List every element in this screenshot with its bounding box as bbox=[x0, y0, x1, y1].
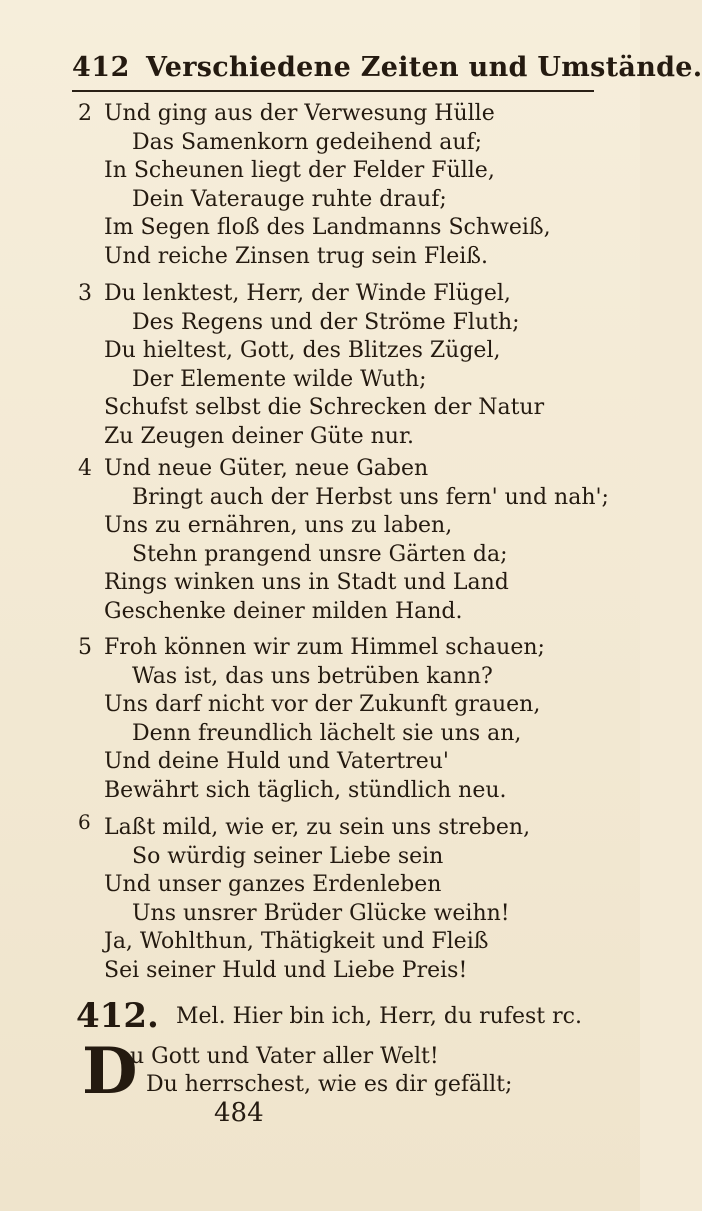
verse-text: So würdig seiner Liebe sein bbox=[132, 843, 444, 869]
verse-line bbox=[72, 423, 602, 452]
verse-line bbox=[72, 843, 602, 872]
stanza-3 bbox=[72, 280, 602, 451]
verse-text: Bringt auch der Herbst uns fern' und nah'; bbox=[132, 484, 609, 510]
stanza-number: 6 bbox=[78, 810, 91, 834]
verse-text: In Scheunen liegt der Felder Fülle, bbox=[104, 158, 495, 183]
hymn-first-line: u Gott und Vater aller Welt! bbox=[130, 1044, 439, 1069]
verse-text: Dein Vaterauge ruhte drauf; bbox=[132, 186, 447, 212]
stanza-2 bbox=[72, 100, 602, 271]
verse-text: Schufst selbst die Schrecken der Natur bbox=[104, 395, 545, 420]
hymn-number: 412. bbox=[76, 996, 159, 1036]
verse-text: Denn freundlich lächelt sie uns an, bbox=[132, 720, 522, 746]
verse-line bbox=[72, 777, 602, 806]
verse-line bbox=[72, 484, 609, 513]
running-title: Verschiedene Zeiten und Umstände. bbox=[146, 52, 702, 83]
verse-line bbox=[72, 871, 602, 900]
verse-line bbox=[72, 810, 602, 843]
verse-text: Das Samenkorn gedeihend auf; bbox=[132, 129, 483, 155]
verse-text: Uns zu ernähren, uns zu laben, bbox=[104, 513, 453, 538]
verse-text: Des Regens und der Ströme Fluth; bbox=[132, 309, 520, 335]
verse-text: Und ging aus der Verwesung Hülle bbox=[104, 101, 495, 126]
verse-line bbox=[72, 634, 602, 663]
verse-line bbox=[72, 280, 602, 309]
verse-line bbox=[72, 186, 602, 215]
verse-line bbox=[72, 309, 602, 338]
verse-text: Bewährt sich täglich, stündlich neu. bbox=[104, 777, 507, 803]
verse-text: Und unser ganzes Erdenleben bbox=[104, 872, 442, 897]
stanza-6 bbox=[72, 810, 602, 985]
verse-text: Du lenktest, Herr, der Winde Flügel, bbox=[104, 281, 511, 306]
drop-cap: D bbox=[82, 1034, 138, 1109]
verse-line bbox=[72, 394, 602, 423]
verse-line bbox=[72, 243, 602, 272]
verse-text: Sei seiner Huld und Liebe Preis! bbox=[104, 957, 468, 983]
verse-line bbox=[72, 569, 602, 598]
page-header bbox=[72, 52, 702, 92]
verse-text: Und deine Huld und Vatertreu' bbox=[104, 749, 449, 774]
verse-text: Uns unsrer Brüder Glücke weihn! bbox=[132, 900, 510, 926]
verse-text: Im Segen floß des Landmanns Schweiß, bbox=[104, 215, 551, 240]
verse-line bbox=[72, 129, 602, 158]
verse-line bbox=[72, 598, 602, 627]
verse-line bbox=[72, 691, 602, 720]
stanza-number: 2 bbox=[78, 101, 92, 126]
stanza-number: 3 bbox=[78, 281, 92, 306]
stanza-5 bbox=[72, 634, 602, 805]
verse-line bbox=[72, 748, 602, 777]
verse-text: Der Elemente wilde Wuth; bbox=[132, 366, 427, 392]
verse-text: Geschenke deiner milden Hand. bbox=[104, 598, 463, 624]
verse-text: Und reiche Zinsen trug sein Fleiß. bbox=[104, 243, 488, 269]
hymn-second-line: Du herrschest, wie es dir gefällt; bbox=[146, 1072, 513, 1097]
verse-text: Ja, Wohlthun, Thätigkeit und Fleiß bbox=[104, 929, 489, 954]
verse-line bbox=[72, 214, 602, 243]
stanza-number: 4 bbox=[78, 456, 92, 481]
verse-text: Was ist, das uns betrüben kann? bbox=[132, 663, 493, 689]
verse-text: Uns darf nicht vor der Zukunft grauen, bbox=[104, 692, 541, 717]
stanza-4 bbox=[72, 455, 609, 626]
verse-text: Rings winken uns in Stadt und Land bbox=[104, 570, 509, 595]
stanza-number: 5 bbox=[78, 635, 92, 660]
verse-line bbox=[72, 900, 602, 929]
verse-line bbox=[72, 337, 602, 366]
hymn-heading bbox=[76, 996, 606, 1040]
verse-line bbox=[72, 455, 602, 484]
verse-text: Laßt mild, wie er, zu sein uns streben, bbox=[104, 815, 531, 840]
verse-line bbox=[72, 366, 602, 395]
page-number: 412 bbox=[72, 52, 130, 83]
header-rule bbox=[72, 90, 594, 92]
melody-reference: Mel. Hier bin ich, Herr, du rufest rc. bbox=[176, 1004, 582, 1029]
verse-line bbox=[72, 541, 602, 570]
folio-number: 484 bbox=[214, 1098, 264, 1128]
verse-line bbox=[72, 663, 602, 692]
verse-text: Und neue Güter, neue Gaben bbox=[104, 456, 429, 481]
verse-text: Stehn prangend unsre Gärten da; bbox=[132, 541, 508, 567]
verse-line bbox=[72, 512, 602, 541]
verse-line bbox=[72, 157, 602, 186]
verse-text: Froh können wir zum Himmel schauen; bbox=[104, 635, 545, 660]
verse-line bbox=[72, 928, 602, 957]
verse-text: Du hieltest, Gott, des Blitzes Zügel, bbox=[104, 338, 501, 363]
verse-line bbox=[72, 957, 602, 986]
verse-line bbox=[72, 720, 602, 749]
verse-text: Zu Zeugen deiner Güte nur. bbox=[104, 423, 415, 449]
verse-line bbox=[72, 100, 602, 129]
